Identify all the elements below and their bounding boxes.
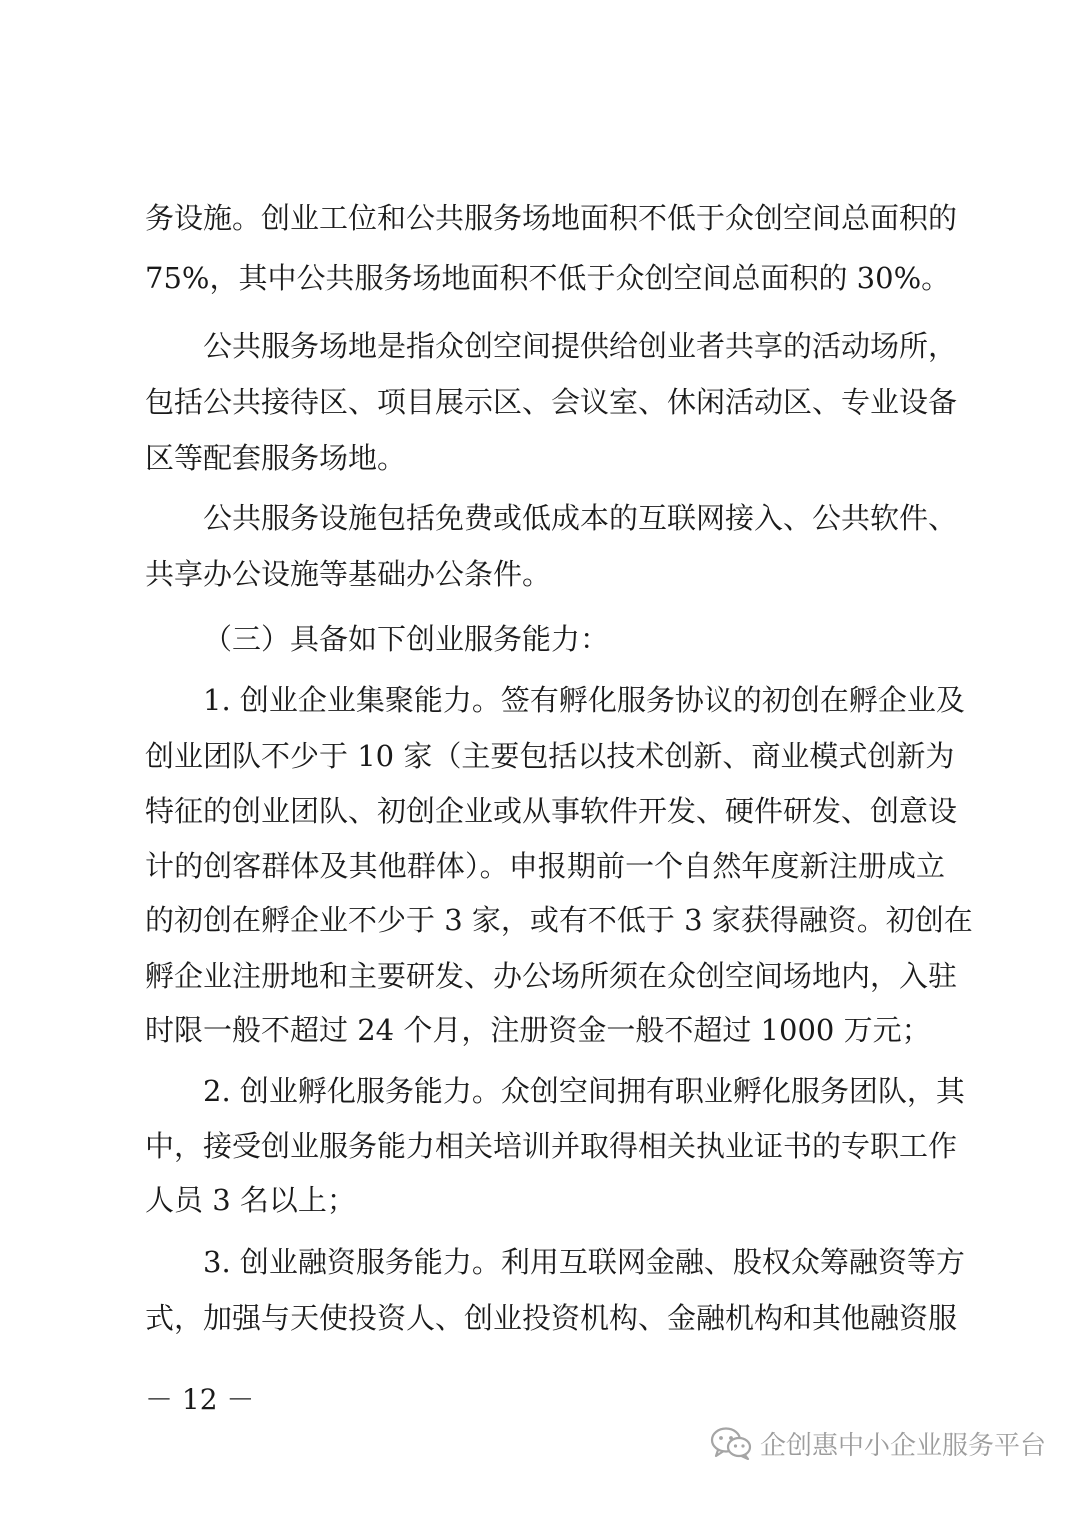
paragraph-line: 务设施。创业工位和公共服务场地面积不低于众创空间总面积的 [145,201,958,235]
paragraph-line: 式，加强与天使投资人、创业投资机构、金融机构和其他融资服 [145,1301,958,1335]
paragraph-line: 共享办公设施等基础办公条件。 [145,557,552,591]
paragraph-line: 计的创客群体及其他群体）。申报期前一个自然年度新注册成立 [145,849,945,883]
section-heading: （三）具备如下创业服务能力： [203,622,610,656]
paragraph-line: 3. 创业融资服务能力。利用互联网金融、股权众筹融资等方 [203,1245,965,1279]
paragraph-line: 中，接受创业服务能力相关培训并取得相关执业证书的专职工作 [145,1129,958,1163]
paragraph-line: 2. 创业孵化服务能力。众创空间拥有职业孵化服务团队，其 [203,1074,965,1108]
page-number: － 12 － [145,1383,255,1416]
paragraph-line: 公共服务设施包括免费或低成本的互联网接入、公共软件、 [203,501,958,535]
wechat-icon [710,1426,752,1460]
watermark [710,1425,1046,1461]
paragraph-line: 1. 创业企业集聚能力。签有孵化服务协议的初创在孵企业及 [203,683,965,717]
paragraph-line: 的初创在孵企业不少于 3 家，或有不低于 3 家获得融资。初创在 [145,903,973,937]
paragraph-line: 区等配套服务场地。 [145,441,407,475]
paragraph-line: 人员 3 名以上； [145,1183,356,1217]
paragraph-line: 时限一般不超过 24 个月，注册资金一般不超过 1000 万元； [145,1013,931,1047]
paragraph-line: 特征的创业团队、初创企业或从事软件开发、硬件研发、创意设 [145,794,958,828]
paragraph-line: 创业团队不少于 10 家（主要包括以技术创新、商业模式创新为 [145,739,955,773]
paragraph-line: 公共服务场地是指众创空间提供给创业者共享的活动场所， [203,329,958,363]
watermark-text: 企创惠中小企业服务平台 [759,1430,1046,1461]
paragraph-line: 包括公共接待区、项目展示区、会议室、休闲活动区、专业设备 [145,385,958,419]
paragraph-line: 孵企业注册地和主要研发、办公场所须在众创空间场地内，入驻 [145,959,958,993]
paragraph-line: 75%，其中公共服务场地面积不低于众创空间总面积的 30%。 [145,261,951,295]
